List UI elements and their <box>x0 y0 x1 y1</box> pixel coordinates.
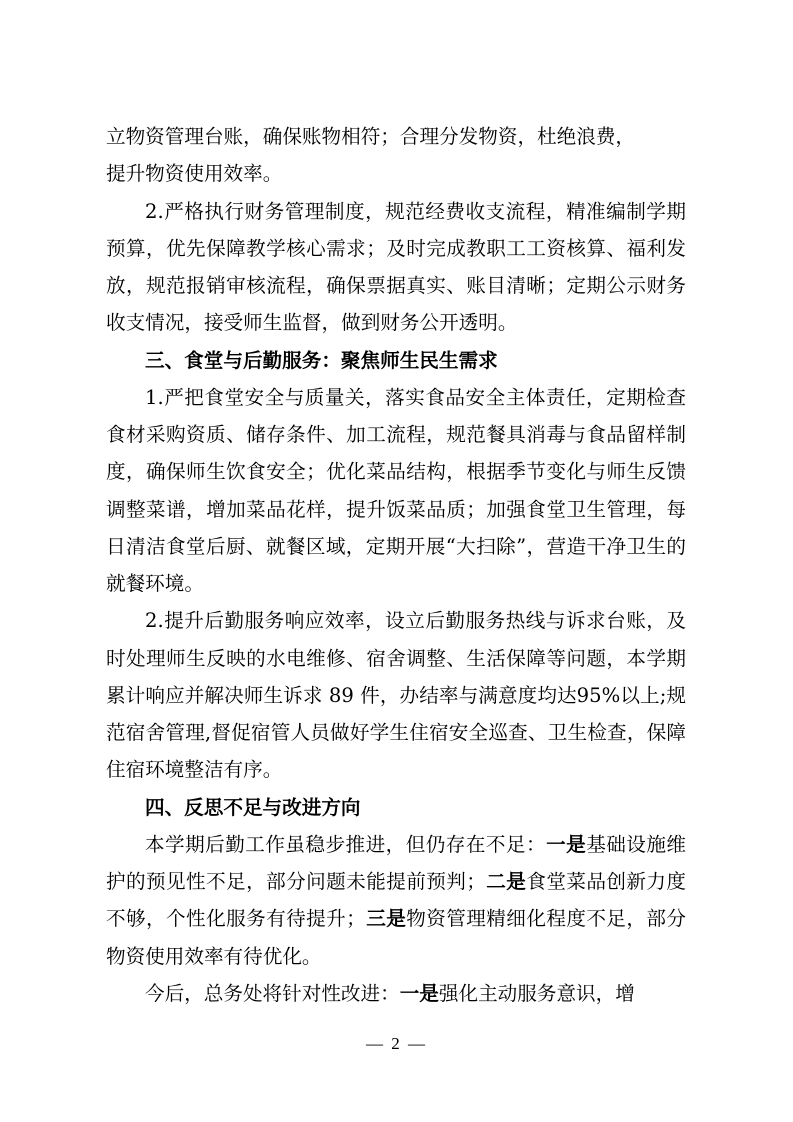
page-number: — 2 — <box>366 1034 427 1053</box>
point-1-text: 基础设施维护的预见性不足，部分问题未能提前预判； <box>106 832 687 893</box>
improvement-point-1-text: 强化主动服务意识，增 <box>438 981 635 1005</box>
canteen-safety-paragraph: 1.严把食堂安全与质量关，落实食品安全主体责任，定期检查食材采购资质、储存条件、加工流程，规范餐具消毒与食品留样制度，确保师生饮食安全；优化菜品结构，根据季节变化与师生反馈调整菜谱，增加菜品花样，提升饭菜品质；加强食堂卫生管理，每日清洁食堂后厨、就餐区域，定期开展“大扫除”，营造干净卫生的就餐环境。 <box>106 385 686 595</box>
section-3-heading: 三、食堂与后勤服务：聚焦师生民生需求 <box>145 348 498 372</box>
reflection-intro: 本学期后勤工作虽稳步推进，但仍存在不足： <box>145 832 547 856</box>
point-3-label: 三是 <box>365 907 407 931</box>
point-2-label: 二是 <box>485 870 527 893</box>
point-1-label: 一是 <box>546 832 587 856</box>
continuation-line-1: 立物资管理台账，确保账物相符；合理分发物资，杜绝浪费， <box>106 125 636 148</box>
document-body <box>106 118 686 1012</box>
service-response-paragraph: 2.提升后勤服务响应效率，设立后勤服务热线与诉求台账，及时处理师生反映的水电维修、宿舍调整、生活保障等问题，本学期累计响应并解决师生诉求 89 件，办结率与满意度均达95%以上;规范宿舍管理,督促宿管人员做好学生住宿安全巡查、卫生检查，保障住宿环境整洁有序。 <box>106 609 686 782</box>
point-3-text: 物资管理精细化程度不足，部分物资使用效率有待优化。 <box>106 907 687 968</box>
section-4-heading: 四、反思不足与改进方向 <box>145 795 361 819</box>
finance-paragraph: 2.严格执行财务管理制度，规范经费收支流程，精准编制学期预算，优先保障教学核心需求；及时完成教职工工资核算、福利发放，规范报销审核流程，确保票据真实、账目清晰；定期公示财务收支情况，接受师生监督，做到财务公开透明。 <box>106 199 686 335</box>
point-2-text: 食堂菜品创新力度不够，个性化服务有待提升； <box>106 870 687 931</box>
improvement-point-1-label: 一是 <box>399 981 439 1005</box>
improvement-intro: 今后，总务处将针对性改进： <box>145 981 400 1005</box>
improvement-paragraph <box>106 975 686 1012</box>
continuation-line-2: 提升物资使用效率。 <box>106 162 283 186</box>
reflection-paragraph <box>106 826 686 975</box>
